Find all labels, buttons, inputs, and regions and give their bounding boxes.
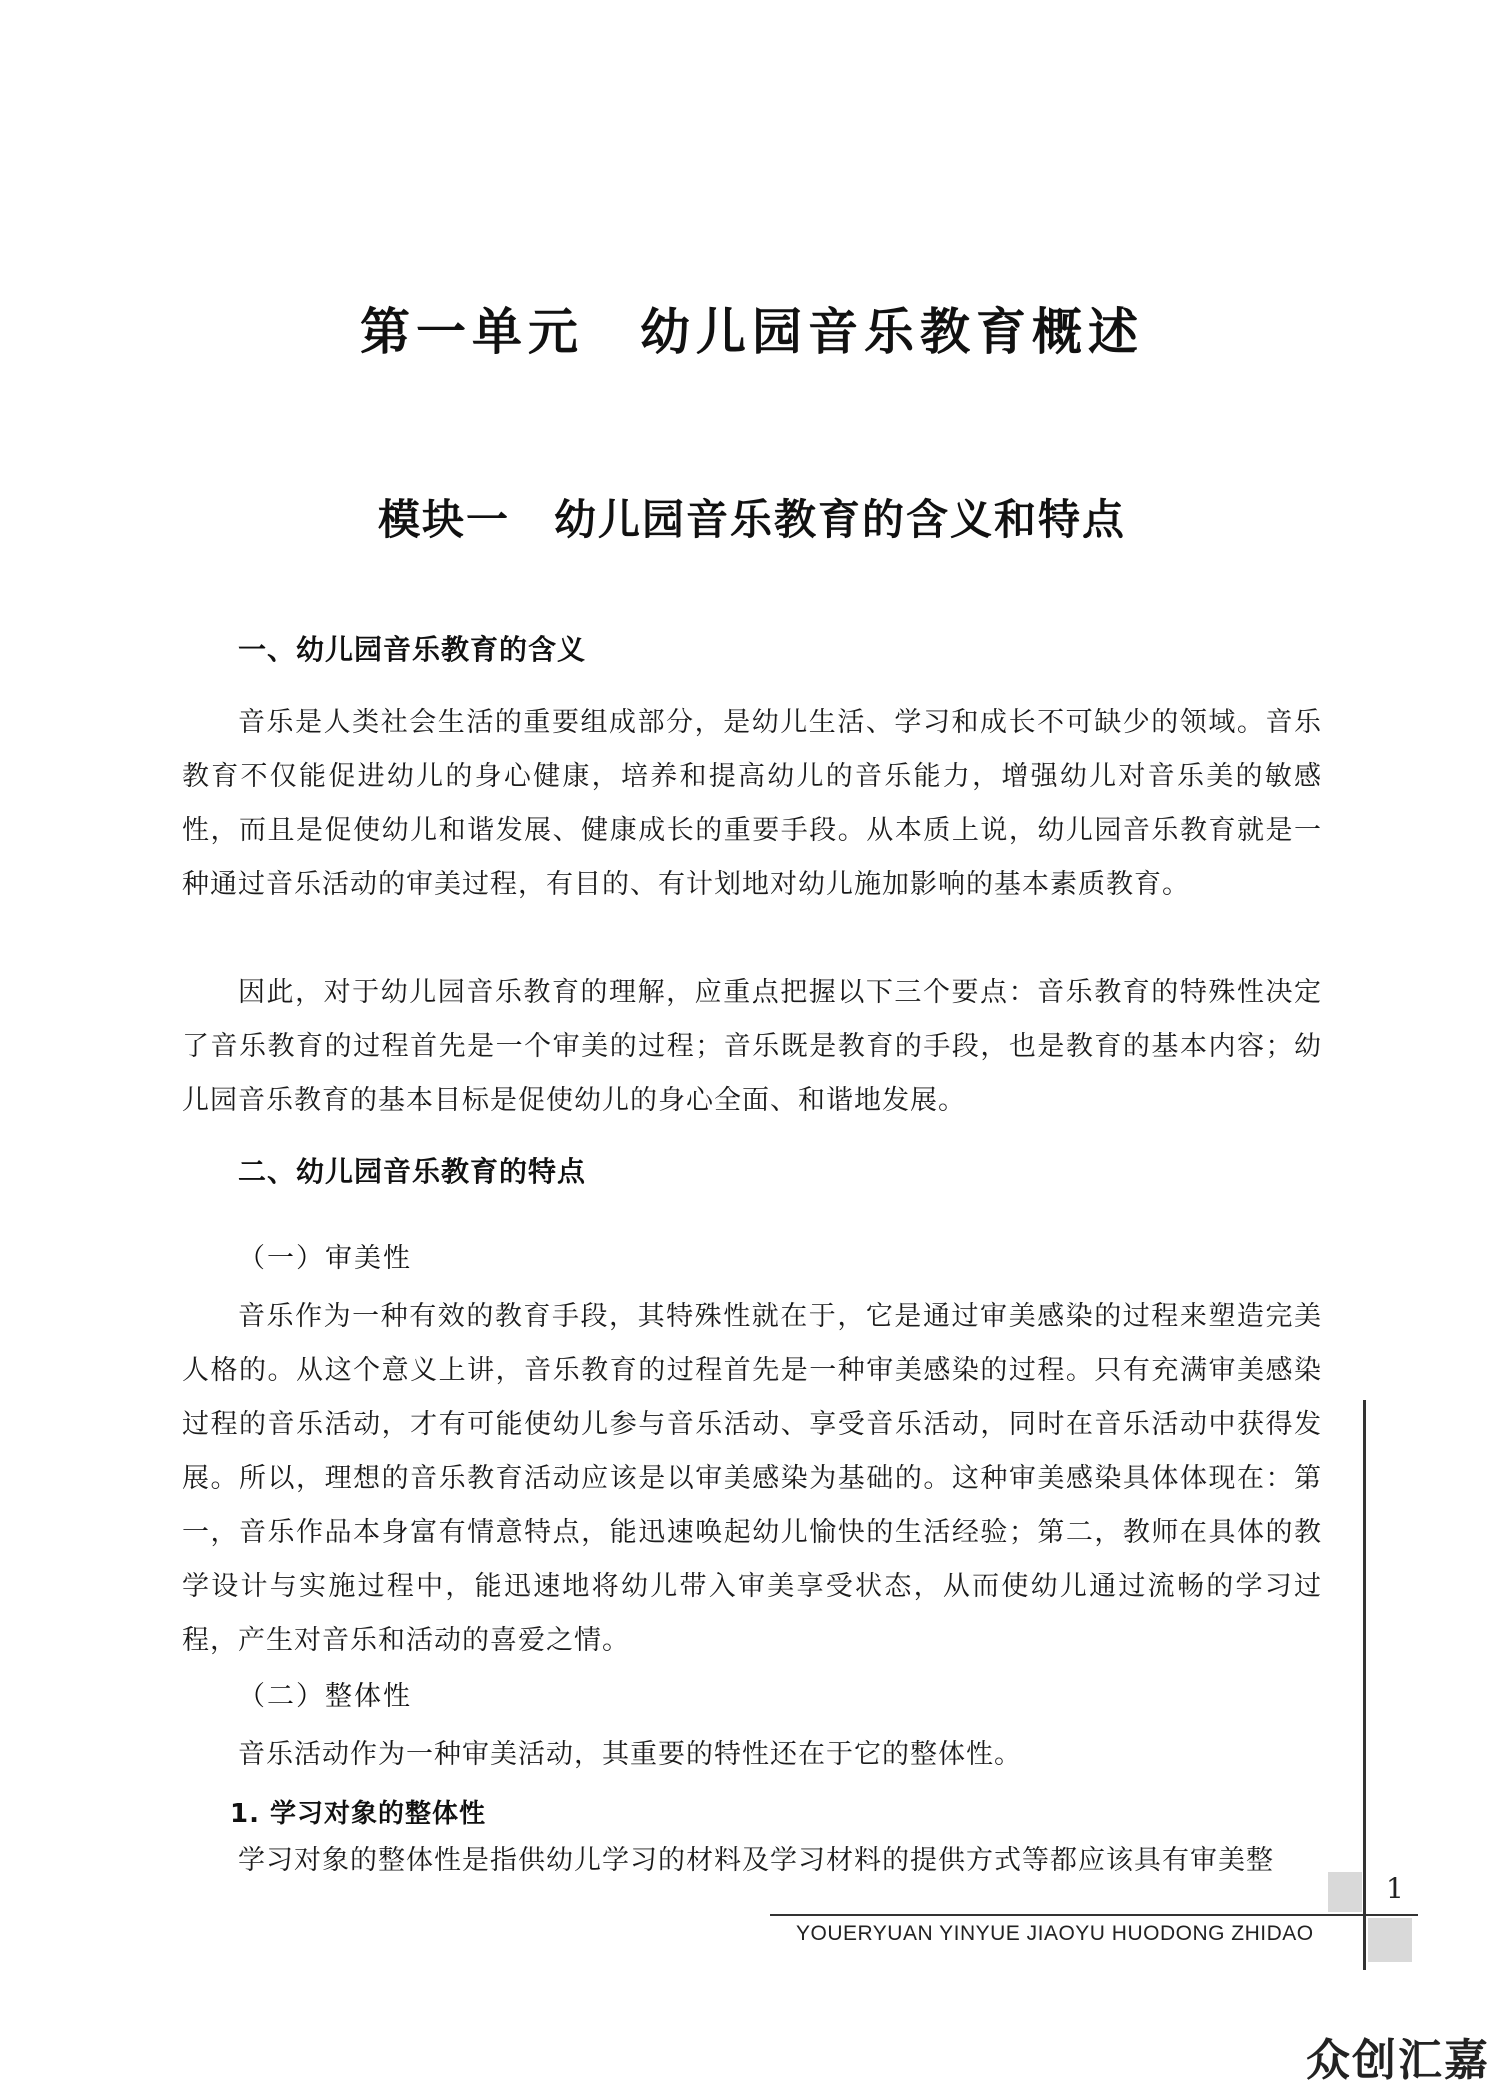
corner-gray-block-upper: [1328, 1872, 1362, 1912]
footer-horizontal-rule: [770, 1914, 1418, 1916]
subsection-integrity-paragraph: 音乐活动作为一种审美活动，其重要的特性还在于它的整体性。: [238, 1739, 1022, 1770]
unit-title: 第一单元 幼儿园音乐教育概述: [360, 303, 1144, 361]
section1-paragraph-2: 因此，对于幼儿园音乐教育的理解，应重点把握以下三个要点：音乐教育的特殊性决定了音乐教育的过程首先是一个审美的过程；音乐既是教育的手段，也是教育的基本内容；幼儿园音乐教育的基本目标是促使幼儿的身心全面、和谐地发展。: [182, 977, 1322, 1116]
corner-gray-block-lower: [1368, 1918, 1412, 1962]
subsection-aesthetic-heading: （一）审美性: [238, 1243, 412, 1274]
page-number: 1: [1386, 1872, 1404, 1905]
section1-heading: 一、幼儿园音乐教育的含义: [238, 633, 587, 666]
running-footer-title: YOUERYUAN YINYUE JIAOYU HUODONG ZHIDAO: [796, 1922, 1314, 1945]
watermark-logo: 众创汇嘉: [1306, 2035, 1490, 2086]
module-title: 模块一 幼儿园音乐教育的含义和特点: [377, 495, 1126, 544]
section1-paragraph-1: 音乐是人类社会生活的重要组成部分，是幼儿生活、学习和成长不可缺少的领域。音乐教育不仅能促进幼儿的身心健康，培养和提高幼儿的音乐能力，增强幼儿对音乐美的敏感性，而且是促使幼儿和谐发展、健康成长的重要手段。从本质上说，幼儿园音乐教育就是一种通过音乐活动的审美过程，有目的、有计划地对幼儿施加影响的基本素质教育。: [182, 707, 1322, 900]
subsection-integrity-heading: （二）整体性: [238, 1681, 412, 1712]
item1-heading: 1. 学习对象的整体性: [230, 1799, 487, 1829]
item1-paragraph: 学习对象的整体性是指供幼儿学习的材料及学习材料的提供方式等都应该具有审美整: [238, 1845, 1274, 1876]
section2-heading: 二、幼儿园音乐教育的特点: [238, 1155, 587, 1188]
subsection-aesthetic-paragraph: 音乐作为一种有效的教育手段，其特殊性就在于，它是通过审美感染的过程来塑造完美人格的。从这个意义上讲，音乐教育的过程首先是一种审美感染的过程。只有充满审美感染过程的音乐活动，才有可能使幼儿参与音乐活动、享受音乐活动，同时在音乐活动中获得发展。所以，理想的音乐教育活动应该是以审美感染为基础的。这种审美感染具体体现在：第一，音乐作品本身富有情意特点，能迅速唤起幼儿愉快的生活经验；第二，教师在具体的教学设计与实施过程中，能迅速地将幼儿带入审美享受状态，从而使幼儿通过流畅的学习过程，产生对音乐和活动的喜爱之情。: [182, 1301, 1322, 1656]
margin-vertical-rule: [1363, 1400, 1366, 1970]
